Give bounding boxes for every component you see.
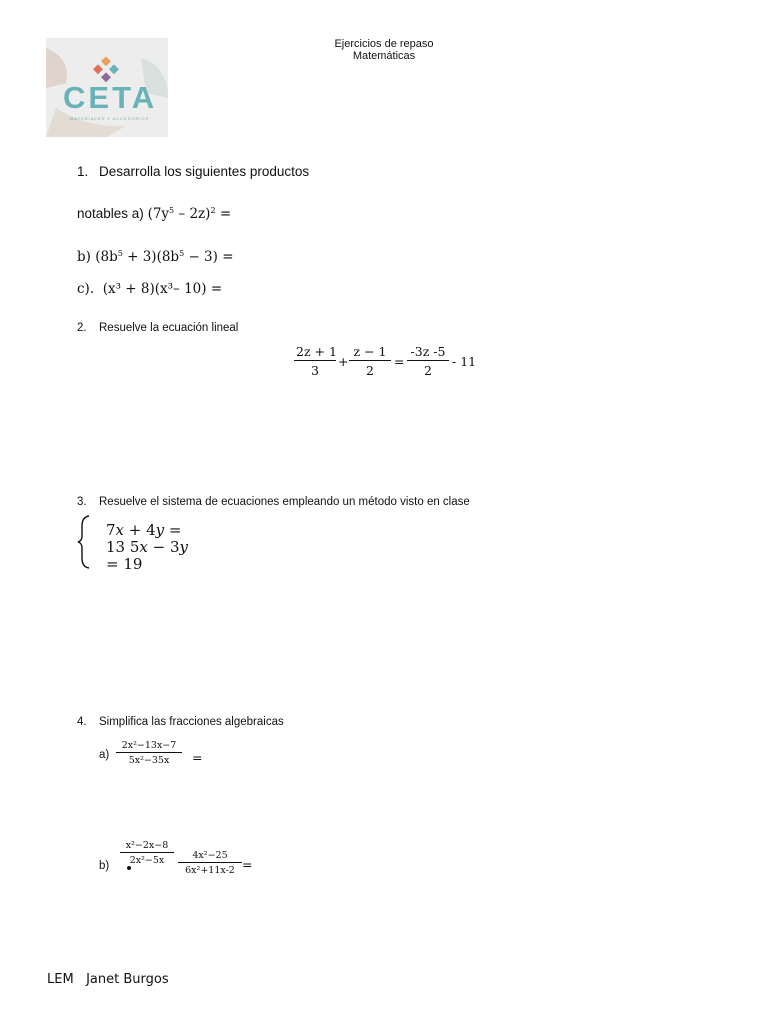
q4-b1-denominator: 2x²−5x bbox=[129, 855, 165, 866]
q4-b-fraction-2 bbox=[178, 850, 242, 876]
header-line-1: Ejercicios de repaso bbox=[334, 38, 434, 50]
q4-b-fraction-1 bbox=[120, 840, 174, 866]
q1-b-expression: $(8b^5 + 3)(8b^5 - 3)$ = bbox=[95, 249, 234, 265]
q3-system-line-3: = 19 bbox=[106, 555, 143, 573]
q3-title: Resuelve el sistema de ecuaciones empleando un método visto en clase bbox=[99, 496, 470, 508]
q2-equals: = bbox=[394, 354, 405, 369]
q2-f3-denominator: 2 bbox=[424, 363, 432, 378]
q2-f1-denominator: 3 bbox=[311, 363, 319, 378]
q4-b-label: b) bbox=[99, 860, 110, 872]
q3-system-line-2: 13 5𝑥 − 3𝑦 bbox=[106, 538, 188, 556]
logo-tagline: MATERIALES Y ACCESORIOS bbox=[70, 116, 150, 121]
ceta-logo bbox=[46, 38, 168, 137]
header-line-2: Matemáticas bbox=[352, 50, 416, 62]
bullet-dot-icon bbox=[127, 866, 131, 870]
q1-title: Desarrolla los siguientes productos bbox=[99, 164, 310, 179]
q2-fraction-1 bbox=[294, 344, 336, 378]
q1-c-expression: (x³ + 8)(x³– 10) = bbox=[102, 281, 223, 297]
q2-f1-numerator: 2z + 1 bbox=[296, 344, 337, 359]
q3-number: 3. bbox=[77, 496, 87, 508]
q1-notables-label: notables a) bbox=[77, 206, 144, 221]
q2-f2-denominator: 2 bbox=[366, 363, 374, 378]
logo-wordmark: CETA bbox=[63, 80, 158, 115]
q1-b-label: b) bbox=[77, 249, 91, 265]
q4-number: 4. bbox=[77, 716, 87, 728]
q2-f2-numerator: z − 1 bbox=[353, 344, 387, 359]
q4-title: Simplifica las fracciones algebraicas bbox=[99, 716, 284, 728]
q2-number: 2. bbox=[77, 322, 87, 334]
q4-a-numerator: 2x²−13x−7 bbox=[121, 740, 177, 751]
q2-plus: + bbox=[338, 354, 349, 369]
q4-a-fraction bbox=[116, 740, 182, 766]
q2-f3-numerator: -3z -5 bbox=[410, 344, 446, 359]
q1-item-a bbox=[77, 206, 231, 222]
q1-item-c bbox=[77, 281, 222, 297]
q2-fraction-2 bbox=[349, 344, 391, 378]
q2-tail: - 11 bbox=[452, 354, 477, 369]
q3-system-line-1: 7𝑥 + 4𝑦 = bbox=[106, 521, 182, 539]
q2-title: Resuelve la ecuación lineal bbox=[99, 322, 239, 334]
q4-a-denominator: 5x²−35x bbox=[128, 755, 170, 766]
q4-a-label: a) bbox=[99, 749, 110, 761]
left-brace-icon bbox=[76, 514, 92, 570]
q2-fraction-3 bbox=[407, 344, 449, 378]
q4-b2-denominator: 6x²+11x-2 bbox=[185, 865, 235, 876]
q1-item-b bbox=[77, 249, 234, 265]
q4-b-equals: = bbox=[242, 857, 253, 872]
q1-number: 1. bbox=[77, 164, 89, 179]
q1-a-expression: $(7y^5 - 2z)^2$ = bbox=[147, 206, 232, 222]
q1-c-label: c). bbox=[77, 281, 95, 297]
q4-a-equals: = bbox=[192, 750, 203, 765]
footer-author: LEM Janet Burgos bbox=[47, 972, 169, 987]
q4-b1-numerator: x²−2x−8 bbox=[125, 840, 169, 851]
q4-b2-numerator: 4x²−25 bbox=[192, 850, 228, 861]
